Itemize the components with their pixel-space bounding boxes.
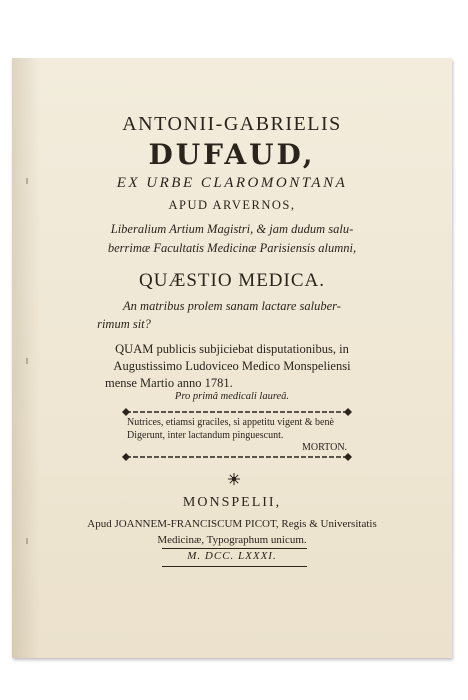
defense-line3: mense Martio anno 1781. — [105, 376, 233, 390]
author-line1: ANTONII-GABRIELIS — [122, 113, 342, 135]
defense-line1: QUAM publicis subjiciebat disputationibus, in — [115, 342, 349, 356]
printer-fleuron-icon — [228, 472, 240, 490]
printer-line2: Medicinæ, Typographum unicum. — [157, 534, 307, 546]
question-line2: rimum sit? — [97, 317, 151, 331]
region-line: APUD ARVERNOS, — [168, 198, 296, 212]
author-line2: DUFAUD, — [148, 138, 316, 171]
title-page — [12, 58, 452, 658]
year-line: M. DCC. LXXXI. — [187, 550, 277, 562]
year-rule-bottom — [162, 566, 307, 567]
ornament-border-top — [122, 408, 352, 416]
origin-line: EX URBE CLAROMONTANA — [116, 175, 348, 191]
quote-line2: Digerunt, inter lactandum pinguescunt. — [127, 430, 284, 441]
question-line1: An matribus prolem sanam lactare saluber- — [123, 299, 341, 313]
ornament-border-bottom — [122, 453, 352, 461]
quote-author: MORTON. — [302, 442, 348, 453]
defense-line2: Augustissimo Ludoviceo Medico Monspeliensi — [113, 359, 351, 373]
heading: QUÆSTIO MEDICA. — [139, 270, 325, 291]
quote-line1: Nutrices, etiamsi graciles, si appetitu vigent & benè — [127, 417, 334, 428]
printer-line1: Apud JOANNEM-FRANCISCUM PICOT, Regis & Universitatis — [87, 518, 377, 530]
city-line: MONSPELII, — [182, 495, 282, 510]
credentials-line1: Liberalium Artium Magistri, & jam dudum salu- — [110, 222, 354, 236]
year-rule-top — [162, 548, 307, 549]
purpose-line: Pro primâ medicali laureâ. — [174, 391, 290, 402]
credentials-line2: berrimæ Facultatis Medicinæ Parisiensis alumni, — [107, 241, 357, 255]
